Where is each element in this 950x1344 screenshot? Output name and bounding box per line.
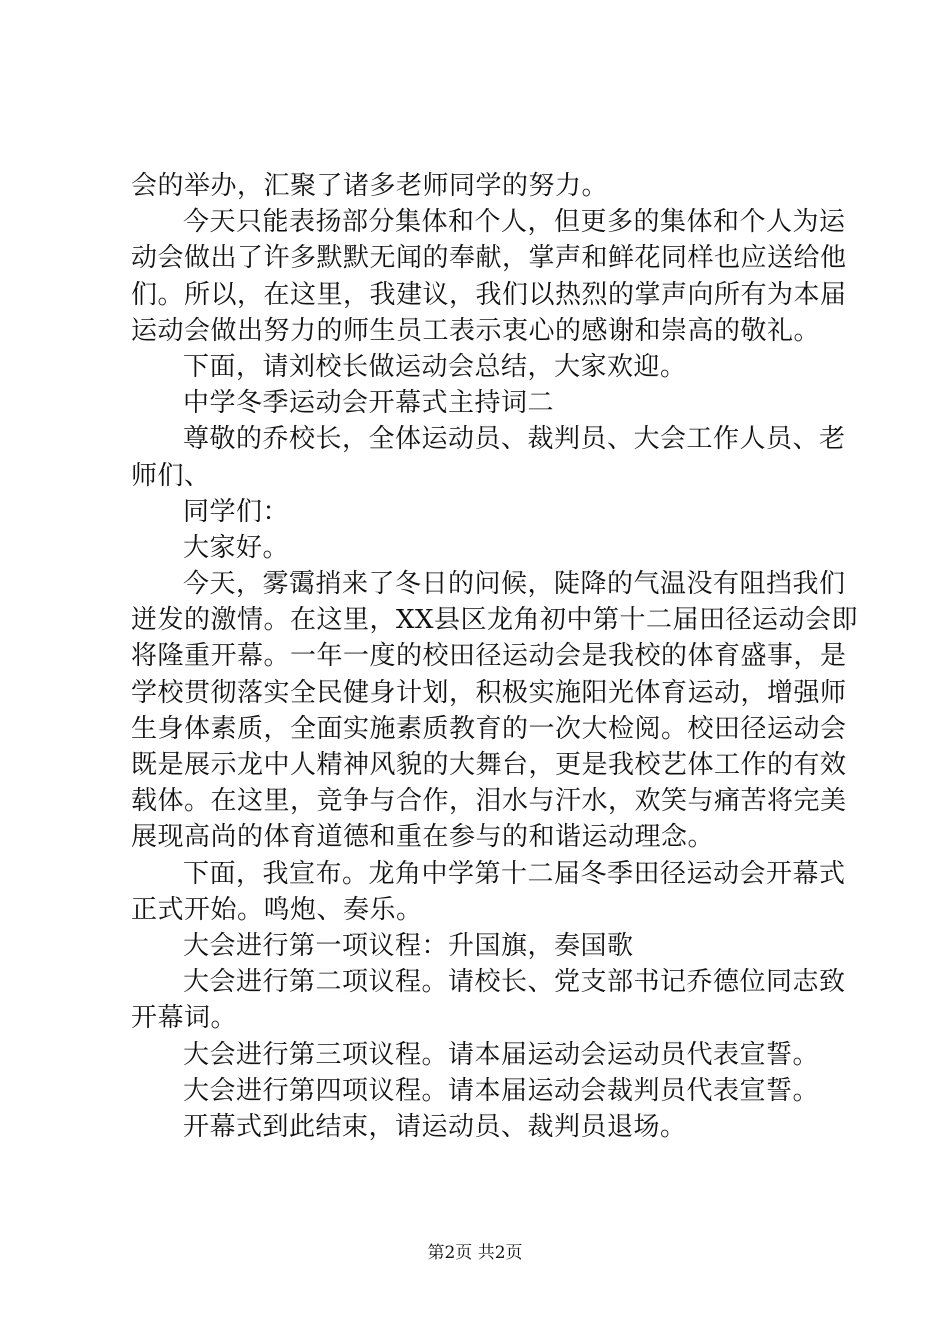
text-line: 大家好。 <box>183 532 290 563</box>
text-line: 今天只能表扬部分集体和个人，但更多的集体和个人为运 <box>183 207 846 238</box>
text-line: 学校贯彻落实全民健身计划，积极实施阳光体育运动，增强师 <box>131 677 847 708</box>
section-heading: 中学冬季运动会开幕式主持词二 <box>183 388 555 419</box>
text-line: 大会进行第二项议程。请校长、党支部书记乔德位同志致 <box>183 967 846 998</box>
text-line: 展现高尚的体育道德和重在参与的和谐运动理念。 <box>131 822 715 853</box>
text-line: 大会进行第四项议程。请本届运动会裁判员代表宣誓。 <box>183 1075 820 1106</box>
text-line: 载体。在这里，竞争与合作，泪水与汗水，欢笑与痛苦将完美 <box>131 786 847 817</box>
text-line: 们。所以，在这里，我建议，我们以热烈的掌声向所有为本届 <box>131 279 847 310</box>
text-line: 下面，我宣布。龙角中学第十二届冬季田径运动会开幕式 <box>183 858 846 889</box>
text-line: 今天，雾霭捎来了冬日的问候，陡降的气温没有阻挡我们 <box>183 569 846 600</box>
text-line: 生身体素质，全面实施素质教育的一次大检阅。校田径运动会 <box>131 713 847 744</box>
text-line: 师们、 <box>131 460 211 491</box>
page-number-footer: 第2页 共2页 <box>427 1243 523 1263</box>
text-line: 大会进行第一项议程：升国旗，奏国歌 <box>183 930 634 961</box>
text-line: 既是展示龙中人精神风貌的大舞台，更是我校艺体工作的有效 <box>131 750 847 780</box>
document-body <box>131 168 859 1145</box>
text-line: 运动会做出努力的师生员工表示衷心的感谢和崇高的敬礼。 <box>131 315 821 346</box>
text-line: 尊敬的乔校长，全体运动员、裁判员、大会工作人员、老 <box>183 424 846 455</box>
text-line: 同学们： <box>183 496 290 527</box>
text-line: 正式开始。鸣炮、奏乐。 <box>131 894 423 925</box>
text-line: 大会进行第三项议程。请本届运动会运动员代表宣誓。 <box>183 1039 820 1070</box>
text-line: 会的举办，汇聚了诸多老师同学的努力。 <box>131 171 609 201</box>
text-line: 动会做出了许多默默无闻的奉献，掌声和鲜花同样也应送给他 <box>131 243 847 274</box>
text-line: 开幕词。 <box>131 1003 238 1034</box>
text-line: 下面，请刘校长做运动会总结，大家欢迎。 <box>183 351 687 382</box>
text-line: 迸发的激情。在这里，XX县区龙角初中第十二届田径运动会即 <box>131 605 859 636</box>
text-line: 开幕式到此结束，请运动员、裁判员退场。 <box>183 1111 687 1142</box>
text-line: 将隆重开幕。一年一度的校田径运动会是我校的体育盛事，是 <box>131 641 847 672</box>
